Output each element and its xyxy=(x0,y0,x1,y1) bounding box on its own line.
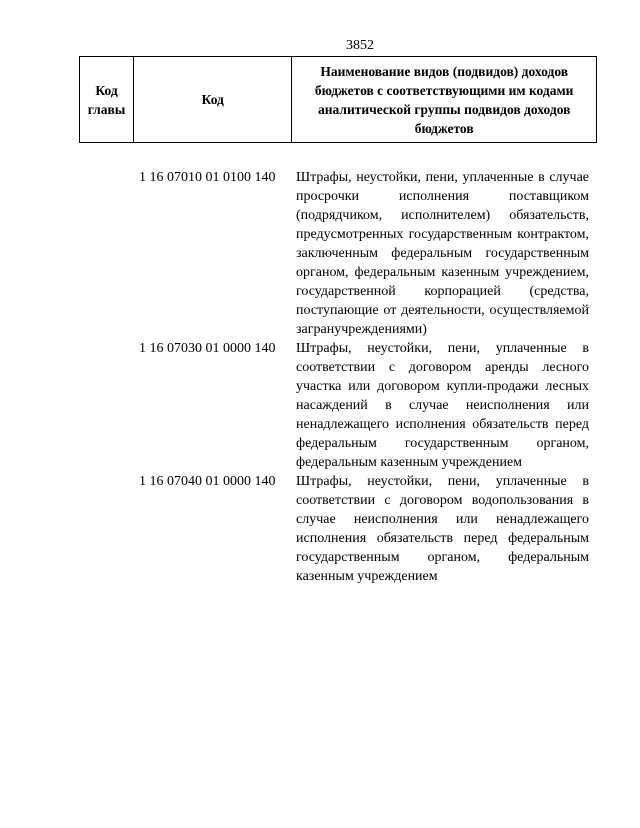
entry-code: 1 16 07030 01 0000 140 xyxy=(139,341,276,356)
entry-description: Штрафы, неустойки, пени, уплаченные в соответствии с договором водопользования в случае неисполнения или ненадлежащего исполнения обязательств перед федеральным государственным органом, федеральным казенным учреждением xyxy=(296,474,589,584)
header-chapter-code: Код главы xyxy=(80,57,134,143)
list-item xyxy=(139,168,589,339)
list-item xyxy=(139,472,589,586)
header-name: Наименование видов (подвидов) доходов бюджетов с соответствующими им кодами аналитической группы подвидов доходов бюджетов xyxy=(292,57,597,143)
entry-description: Штрафы, неустойки, пени, уплаченные в случае просрочки исполнения поставщиком (подрядчиком, исполнителем) обязательств, предусмотренных государственным контрактом, заключенным федеральным государственным органом, федеральным казенным учреждением, государственной корпорацией (средства, поступающие от деятельности, осуществляемой загранучреждениями) xyxy=(296,170,589,337)
revenue-code-list xyxy=(139,168,589,586)
list-item xyxy=(139,339,589,472)
entry-description: Штрафы, неустойки, пени, уплаченные в соответствии с договором аренды лесного участка или договором купли-продажи лесных насаждений в случае неисполнения или ненадлежащего исполнения обязательств перед федеральным государственным органом, федеральным казенным учреждением xyxy=(296,341,589,470)
entry-code: 1 16 07040 01 0000 140 xyxy=(139,474,276,489)
header-code: Код xyxy=(134,57,292,143)
table-header-row xyxy=(80,57,597,143)
entry-code: 1 16 07010 01 0100 140 xyxy=(139,170,276,185)
table-header xyxy=(79,56,597,143)
page-number: 3852 xyxy=(346,38,374,53)
